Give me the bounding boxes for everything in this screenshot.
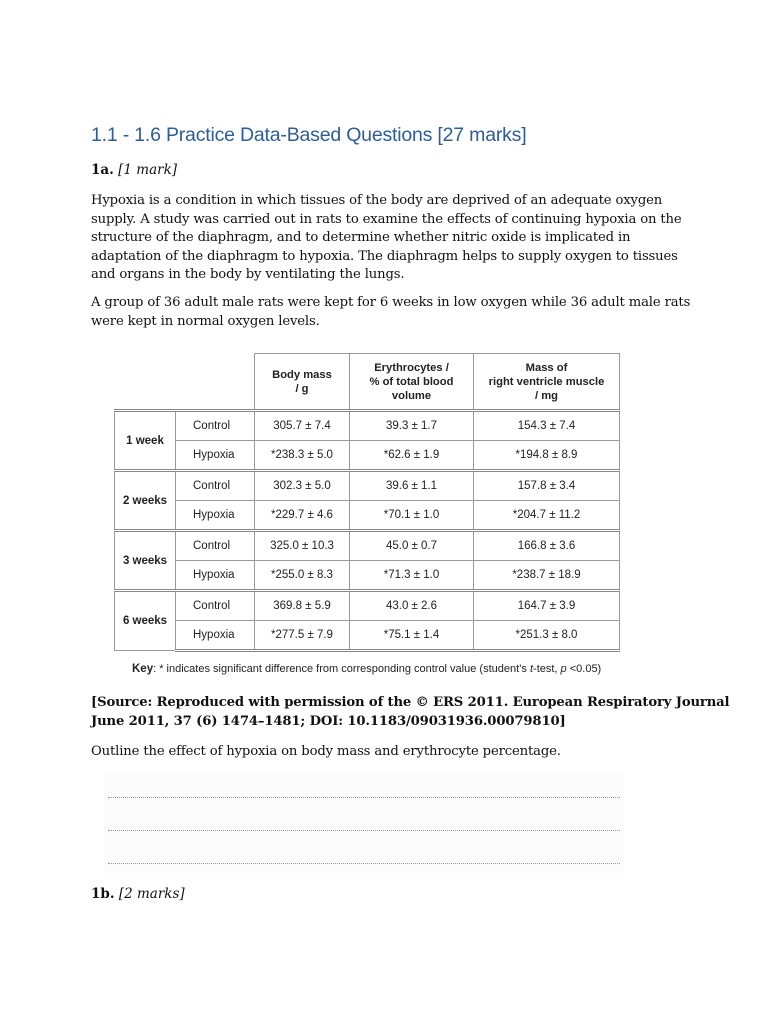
- condition-cell: Hypoxia: [176, 561, 255, 591]
- key-text: -test,: [533, 663, 561, 675]
- condition-cell: Hypoxia: [176, 441, 255, 471]
- erythrocytes-cell: 43.0 ± 2.6: [350, 591, 474, 621]
- header-text: volume: [391, 389, 432, 402]
- condition-cell: Control: [176, 471, 255, 501]
- erythrocytes-cell: 39.3 ± 1.7: [350, 411, 474, 441]
- period-cell: 3 weeks: [115, 531, 176, 591]
- table-row: [115, 591, 620, 621]
- erythrocytes-cell: *62.6 ± 1.9: [350, 441, 474, 471]
- rv-mass-cell: *194.8 ± 8.9: [474, 441, 620, 471]
- condition-cell: Control: [176, 531, 255, 561]
- header-text: right ventricle muscle: [488, 375, 605, 388]
- body-mass-cell: 325.0 ± 10.3: [255, 531, 350, 561]
- rv-mass-cell: *238.7 ± 18.9: [474, 561, 620, 591]
- condition-cell: Hypoxia: [176, 621, 255, 651]
- answer-line[interactable]: [108, 830, 620, 831]
- condition-cell: Control: [176, 591, 255, 621]
- key-text: : * indicates significant difference from corresponding control value (student’s: [153, 663, 530, 675]
- key-text: <0.05): [566, 663, 602, 675]
- body-mass-cell: *255.0 ± 8.3: [255, 561, 350, 591]
- key-label: Key: [132, 663, 154, 675]
- source-line: [Source: Reproduced with permission of the © ERS 2011. European Respiratory Journal: [91, 695, 730, 710]
- rv-mass-cell: 157.8 ± 3.4: [474, 471, 620, 501]
- intro-line: Hypoxia is a condition in which tissues of the body are deprived of an adequate oxygen: [91, 193, 663, 208]
- header-blank: [115, 354, 255, 411]
- rv-mass-cell: 154.3 ± 7.4: [474, 411, 620, 441]
- header-text: / g: [295, 382, 309, 395]
- table-row: [115, 441, 620, 471]
- rv-mass-cell: 164.7 ± 3.9: [474, 591, 620, 621]
- body-mass-cell: *229.7 ± 4.6: [255, 501, 350, 531]
- table-row: [115, 621, 620, 651]
- question-marks: [1 mark]: [118, 162, 178, 178]
- condition-cell: Control: [176, 411, 255, 441]
- source-line: June 2011, 37 (6) 1474–1481; DOI: 10.1183/09031936.00079810]: [91, 713, 566, 729]
- header-text: % of total blood: [369, 375, 454, 388]
- answer-line[interactable]: [108, 797, 620, 798]
- rv-mass-cell: *251.3 ± 8.0: [474, 621, 620, 651]
- question-1b-label: [91, 886, 185, 902]
- question-1a-label: [91, 162, 177, 178]
- header-rv-mass: [474, 354, 620, 411]
- header-text: Mass of: [525, 361, 568, 374]
- intro-line: and organs in the body by ventilating the lungs.: [91, 267, 405, 283]
- table-row: [115, 471, 620, 501]
- body-mass-cell: 305.7 ± 7.4: [255, 411, 350, 441]
- table-key: [132, 663, 601, 675]
- erythrocytes-cell: *71.3 ± 1.0: [350, 561, 474, 591]
- key-p: p: [560, 663, 567, 675]
- rv-mass-cell: *204.7 ± 11.2: [474, 501, 620, 531]
- answer-area[interactable]: [104, 773, 624, 873]
- period-cell: 6 weeks: [115, 591, 176, 651]
- body-mass-cell: *238.3 ± 5.0: [255, 441, 350, 471]
- header-text: Erythrocytes /: [374, 361, 449, 374]
- erythrocytes-cell: 45.0 ± 0.7: [350, 531, 474, 561]
- intro-paragraph: [91, 192, 691, 285]
- erythrocytes-cell: 39.6 ± 1.1: [350, 471, 474, 501]
- body-mass-cell: 369.8 ± 5.9: [255, 591, 350, 621]
- group-paragraph: [91, 294, 691, 331]
- question-number: 1b.: [91, 886, 115, 902]
- question-line: Outline the effect of hypoxia on body mass and erythrocyte percentage.: [91, 744, 561, 759]
- question-text: [91, 743, 691, 762]
- period-cell: 1 week: [115, 411, 176, 471]
- rv-mass-cell: 166.8 ± 3.6: [474, 531, 620, 561]
- erythrocytes-cell: *75.1 ± 1.4: [350, 621, 474, 651]
- header-body-mass: [255, 354, 350, 411]
- source-citation: [91, 694, 730, 731]
- header-text: Body mass: [272, 368, 332, 381]
- data-table: [114, 353, 620, 652]
- header-erythrocytes: [350, 354, 474, 411]
- erythrocytes-cell: *70.1 ± 1.0: [350, 501, 474, 531]
- period-cell: 2 weeks: [115, 471, 176, 531]
- key-t: t: [529, 663, 534, 675]
- group-line: A group of 36 adult male rats were kept for 6 weeks in low oxygen while 36 adult male rats: [91, 295, 691, 310]
- intro-line: adaptation of the diaphragm to hypoxia. The diaphragm helps to supply oxygen to tissues: [91, 248, 678, 264]
- table-row: [115, 501, 620, 531]
- table-row: [115, 411, 620, 441]
- question-number: 1a.: [91, 162, 114, 178]
- group-line: were kept in normal oxygen levels.: [91, 313, 320, 329]
- header-text: / mg: [535, 389, 558, 402]
- intro-line: structure of the diaphragm, and to determine whether nitric oxide is implicated in: [91, 230, 631, 246]
- page-title: 1.1 - 1.6 Practice Data-Based Questions [27 marks]: [91, 124, 527, 146]
- question-marks: [2 marks]: [118, 886, 185, 902]
- intro-line: supply. A study was carried out in rats to examine the effects of continuing hypoxia on the: [91, 211, 682, 227]
- table-row: [115, 531, 620, 561]
- body-mass-cell: 302.3 ± 5.0: [255, 471, 350, 501]
- answer-line[interactable]: [108, 863, 620, 864]
- condition-cell: Hypoxia: [176, 501, 255, 531]
- table-row: [115, 561, 620, 591]
- table-header-row: [115, 354, 620, 411]
- body-mass-cell: *277.5 ± 7.9: [255, 621, 350, 651]
